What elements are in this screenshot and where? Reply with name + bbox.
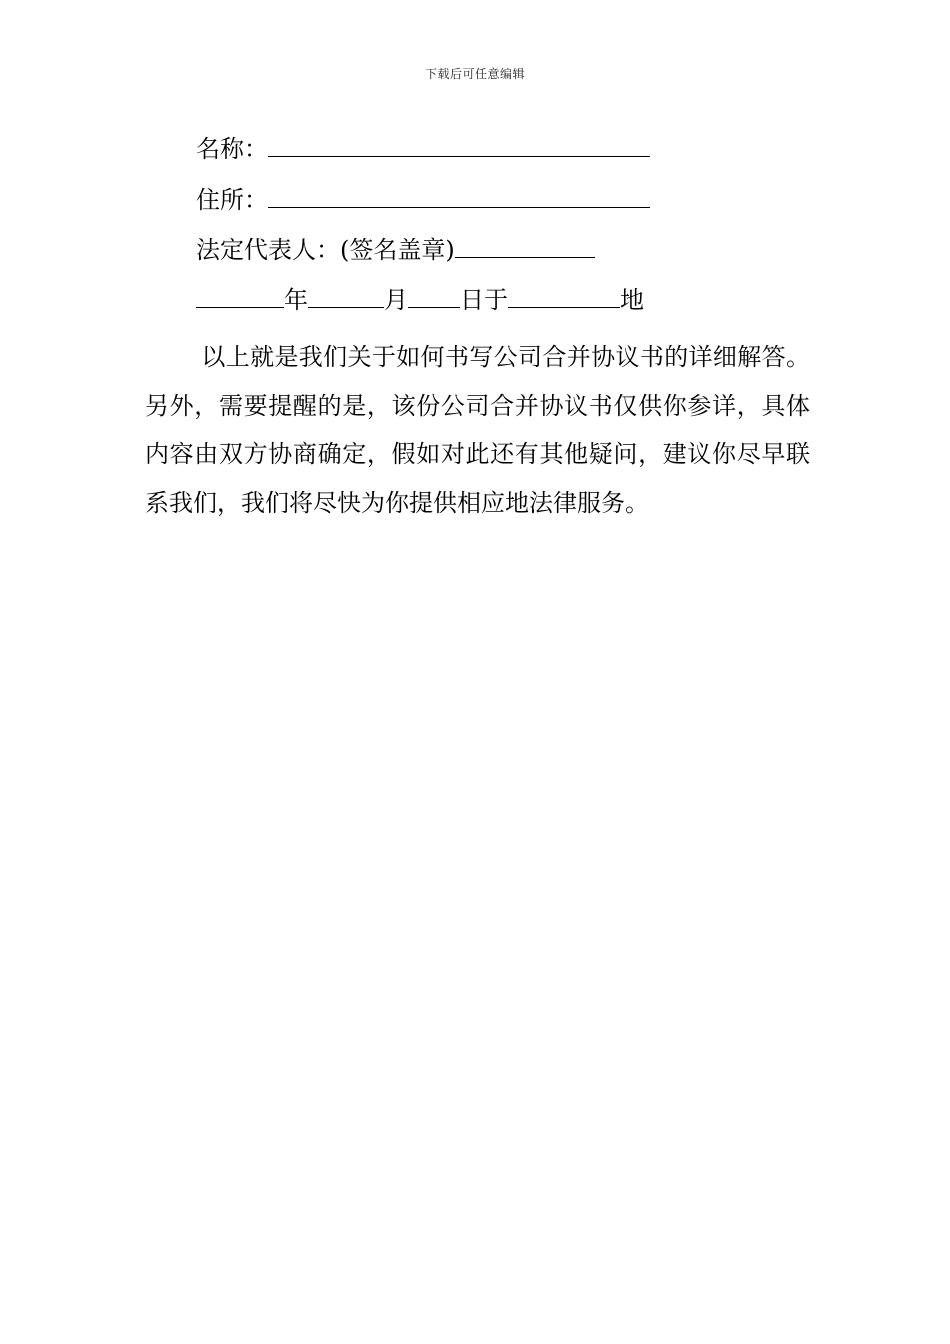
- address-blank: [268, 185, 650, 208]
- closing-paragraph-text: 以上就是我们关于如何书写公司合并协议书的详细解答。另外，需要提醒的是，该份公司合并协议书仅供你参详，具体内容由双方协商确定，假如对此还有其他疑问，建议你尽早联系我们，我们将尽快为你提供相应地法律服务。: [145, 343, 810, 517]
- closing-paragraph: [145, 333, 810, 527]
- address-label: 住所：: [196, 186, 268, 214]
- name-field-line: [196, 134, 650, 164]
- year-blank: [196, 285, 284, 308]
- name-blank: [268, 134, 650, 157]
- representative-label: 法定代表人：(签名盖章): [196, 236, 455, 264]
- representative-blank: [455, 235, 595, 258]
- day-blank: [408, 285, 460, 308]
- month-blank: [308, 285, 384, 308]
- representative-field-line: [196, 235, 595, 265]
- year-label: 年: [284, 286, 308, 314]
- month-label: 月: [384, 286, 408, 314]
- name-label: 名称：: [196, 135, 268, 163]
- place-label: 地: [620, 286, 644, 314]
- date-place-line: [196, 285, 644, 315]
- place-blank: [508, 285, 620, 308]
- address-field-line: [196, 185, 650, 215]
- header-note: 下载后可任意编辑: [424, 67, 525, 81]
- day-label: 日于: [460, 286, 508, 314]
